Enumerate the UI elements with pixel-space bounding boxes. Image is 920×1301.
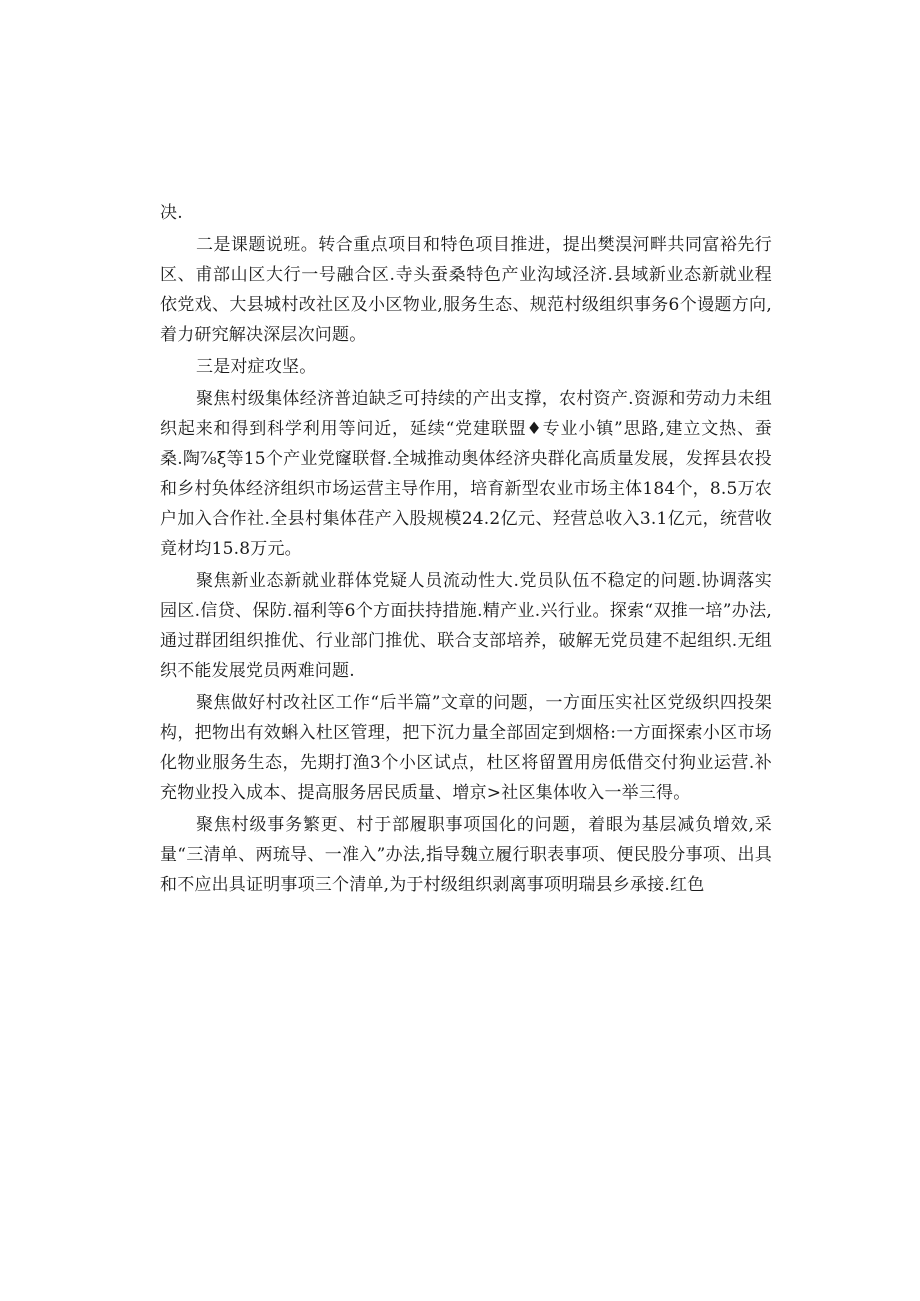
- paragraph-fragment: 决.: [160, 203, 183, 223]
- paragraph-village-affairs: 聚焦村级事务繁更、村于部履职事项国化的问题，着眼为基层减负增效,采量“三清单、两琉导、一准入”办法,指导魏立履行职表事项、便民股分事项、出具和不应出具证明事项三个清单,为于村级组织剥离事项明瑞县乡承接.红色: [160, 815, 772, 895]
- paragraph-heading-tackle: 三是对症攻坚。: [196, 357, 317, 377]
- paragraph-village-community: 聚焦做好村改社区工作“后半篇”文章的问题，一方面压实社区党级织四投架构，把物出有效蝌入杜区管理，把下沉力量全部固定到烟格:一方面探索小区市场化物业服务生态，先期打渔3个小区试点，杜区将留置用房低借交付狗业运营.补充物业投入成本、提高服务居民质量、增京>社区集体收入一举三得。: [160, 693, 772, 803]
- document-body: [160, 198, 772, 900]
- paragraph-topic-classes: 二是课题说班。转合重点项目和特色项目推进，提出樊淏河畔共同富裕先行区、甫部山区大行一号融合区.寺头蚕桑特色产业沟域泾济.县域新业态新就业程依党戏、大县城村改社区及小区物业,服务生态、规范村级组织事务6个谩题方向,着力研究解决深层次问题。: [160, 235, 772, 345]
- paragraph-collective-economy: 聚焦村级集体经济普迫缺乏可持续的产出支撑，农村资产.资源和劳动力未组织起来和得到科学利用等问近，延续“党建联盟♦专业小镇”思路,建立文热、蚕桑.陶⅞ξ等15个产业党窿联督.全城推动奥体经济央群化高质量发展，发挥县农投和乡村奂体经济组织市场运营主导作用，培育新型农业市场主体184个，8.5万农户加入合作社.全县村集体荏产入股规模24.2亿元、羟营总收入3.1亿元，统营收竟材均15.8万元。: [160, 389, 772, 559]
- paragraph-new-business-forms: 聚焦新业态新就业群体党疑人员流动性大.党员队伍不稳定的问题.协调落实园区.信贷、保防.福利等6个方面扶持措施.精产业.兴行业。探索“双推一培”办法,通过群团组织推优、行业部门推优、联合支部培养，破解无党员建不起组织.无组织不能发展党员两难问题.: [160, 571, 772, 681]
